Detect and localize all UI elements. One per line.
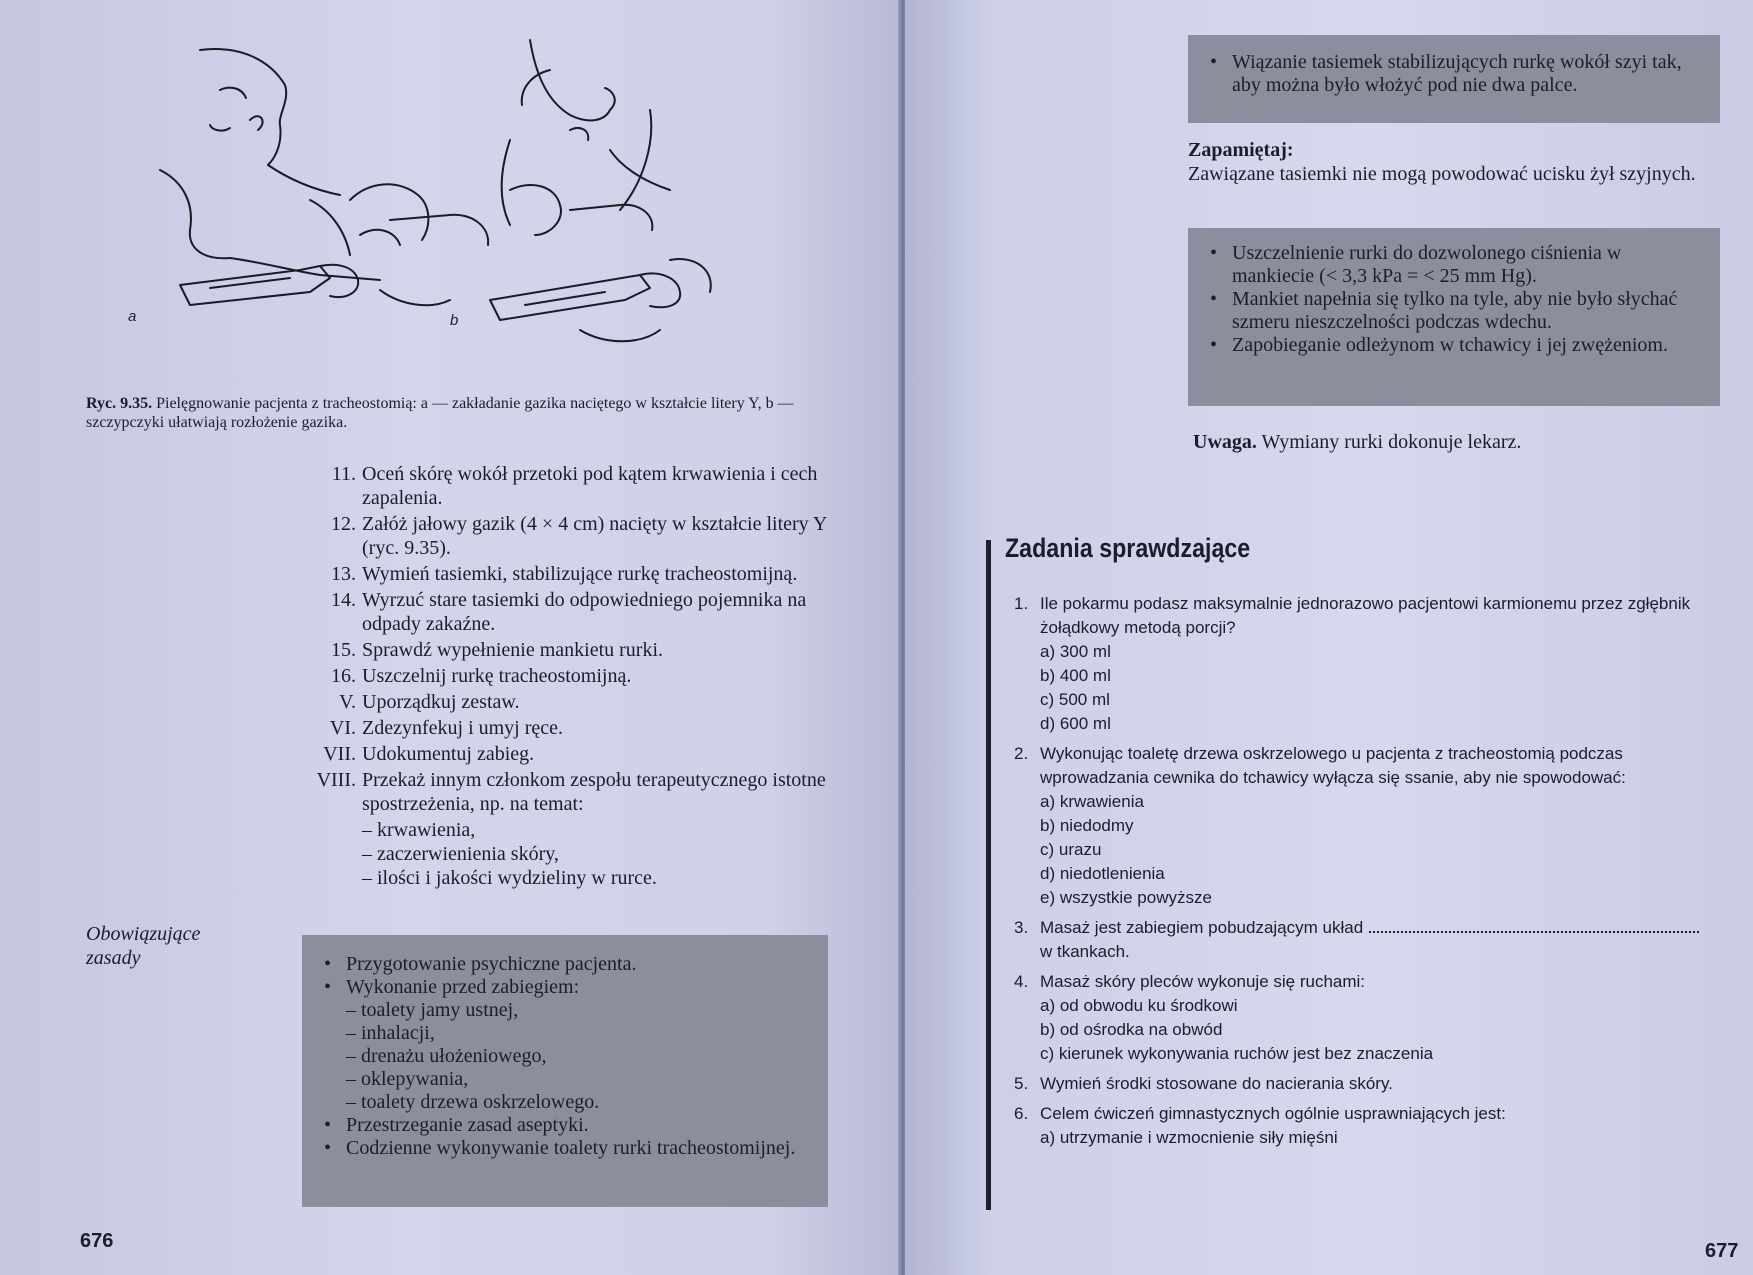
step-text: Uszczelnij rurkę tracheostomijną. — [362, 665, 632, 687]
step-text: Sprawdź wypełnienie mankietu rurki. — [362, 639, 664, 661]
quiz-list — [1010, 592, 1730, 1156]
box-item-text: Wiązanie tasiemek stabilizujących rurkę wokół szyi tak, aby można było włożyć pod nie dwa palce. — [1232, 51, 1682, 96]
answer-option: a) od obwodu ku środkowi — [1040, 996, 1238, 1015]
subitem: – krwawienia, — [362, 819, 476, 841]
rule-subitem: – inhalacji, — [346, 1022, 435, 1044]
step-text: Załóż jałowy gazik (4 × 4 cm) nacięty w kształcie litery Y (ryc. 9.35). — [362, 513, 827, 559]
step-text: Oceń skórę wokół przetoki pod kątem krwawienia i cech zapalenia. — [362, 463, 818, 509]
step-item — [300, 690, 860, 714]
question-number: 6. — [1014, 1104, 1029, 1123]
cuff-pressure-box — [1188, 228, 1720, 406]
question-text: Wykonując toaletę drzewa oskrzelowego u pacjenta z tracheostomią podczas wprowadzania cewnika do tchawicy wyłącza się ssanie, aby nie spowodować: — [1040, 744, 1626, 787]
figure-label-b: b — [450, 312, 459, 329]
step-text: Zdezynfekuj i umyj ręce. — [362, 717, 564, 739]
question-text: Masaż jest zabiegiem pobudzającym układ — [1040, 918, 1364, 937]
question-text-continued: w tkankach. — [1040, 942, 1130, 961]
question-number: 2. — [1014, 744, 1029, 763]
question — [1010, 916, 1730, 964]
question-number: 5. — [1014, 1074, 1029, 1093]
rule-item: • Wykonanie przed zabiegiem: — [324, 976, 580, 998]
step-number: 13. — [331, 563, 356, 585]
rule-text: Wykonanie przed zabiegiem: — [346, 976, 580, 998]
rule-text: Przygotowanie psychiczne pacjenta. — [346, 953, 637, 975]
step-number: 11. — [331, 463, 356, 485]
caption-text: Pielęgnowanie pacjenta z tracheostomią: a — zakładanie gazika naciętego w kształcie litery Y, b — szczypczyki ułatwiają rozłożenie gazika. — [86, 395, 794, 431]
question-text: Celem ćwiczeń gimnastycznych ogólnie usprawniających jest: — [1040, 1104, 1506, 1123]
rule-text: Przestrzeganie zasad aseptyki. — [346, 1114, 589, 1136]
step-text: Udokumentuj zabieg. — [362, 743, 535, 765]
rules-heading-text: Obowiązujące zasady — [86, 923, 201, 969]
rule-text: Codzienne wykonywanie toalety rurki tracheostomijnej. — [346, 1137, 796, 1159]
step-item — [300, 742, 860, 766]
subitem: – ilości i jakości wydzieliny w rurce. — [362, 867, 657, 889]
question-text: Wymień środki stosowane do nacierania skóry. — [1040, 1074, 1393, 1093]
answer-option: c) urazu — [1040, 840, 1102, 859]
step-item — [300, 462, 860, 510]
cuff-ties-box — [1188, 35, 1720, 123]
box-item: • Mankiet napełnia się tylko na tyle, aby nie było słychać szmeru nieszczelności podczas wdechu. — [1210, 288, 1678, 333]
subitem: – zaczerwienienia skóry, — [362, 843, 559, 865]
step-number: VI. — [329, 717, 356, 739]
step-item — [300, 512, 860, 560]
rule-item: • Codzienne wykonywanie toalety rurki tracheostomijnej. — [324, 1137, 796, 1159]
section-bar — [986, 540, 991, 1210]
question — [1010, 1072, 1730, 1096]
answer-option: c) 500 ml — [1040, 690, 1110, 709]
box-item-text: Zapobieganie odleżynom w tchawicy i jej zwężeniom. — [1232, 334, 1668, 356]
rule-item: • Przestrzeganie zasad aseptyki. — [324, 1114, 589, 1136]
rule-subitem: – drenażu ułożeniowego, — [346, 1045, 547, 1067]
remember-label: Zapamiętaj: — [1188, 139, 1294, 161]
procedure-steps — [300, 462, 860, 890]
question — [1010, 970, 1730, 1066]
answer-option: b) od ośrodka na obwód — [1040, 1020, 1223, 1039]
step-subitems — [300, 818, 860, 890]
answer-option: a) utrzymanie i wzmocnienie siły mięśni — [1040, 1128, 1338, 1147]
box-item: • Zapobieganie odleżynom w tchawicy i jej zwężeniom. — [1210, 334, 1668, 356]
step-number: V. — [339, 691, 356, 713]
answer-option: a) krwawienia — [1040, 792, 1144, 811]
figure-label-a: a — [128, 308, 137, 325]
rule-subitem: – toalety jamy ustnej, — [346, 999, 519, 1021]
answer-option: d) 600 ml — [1040, 714, 1111, 733]
section-title: Zadania sprawdzające — [1005, 533, 1251, 563]
step-item — [300, 768, 860, 816]
question-number: 3. — [1014, 918, 1029, 937]
step-number: 15. — [331, 639, 356, 661]
caption-label: Ryc. 9.35. — [86, 395, 153, 412]
figure-caption — [86, 394, 846, 432]
step-item — [300, 716, 860, 740]
step-item — [300, 664, 860, 688]
box-item: • Wiązanie tasiemek stabilizujących rurkę wokół szyi tak, aby można było włożyć pod nie dwa palce. — [1210, 51, 1682, 96]
question-text: Ile pokarmu podasz maksymalnie jednorazowo pacjentowi karmionemu przez zgłębnik żołądkowy metodą porcji? — [1040, 594, 1691, 637]
page-number-right: 677 — [1705, 1240, 1739, 1262]
step-number: VII. — [323, 743, 356, 765]
step-item — [300, 638, 860, 662]
question-number: 4. — [1014, 972, 1029, 991]
box-item-text: Uszczelnienie rurki do dozwolonego ciśnienia w mankiecie (< 3,3 kPa = < 25 mm Hg). — [1232, 242, 1622, 287]
rule-subitem: – oklepywania, — [346, 1068, 469, 1090]
rule-subitem: – toalety drzewa oskrzelowego. — [346, 1091, 600, 1113]
tracheostomy-illustration — [128, 30, 810, 375]
answer-option: d) niedotlenienia — [1040, 864, 1165, 883]
step-text: Wyrzuć stare tasiemki do odpowiedniego pojemnika na odpady zakaźne. — [362, 589, 807, 635]
tracheostomy-drawing — [150, 30, 810, 375]
warning-note — [1193, 430, 1733, 454]
step-item — [300, 562, 860, 586]
step-number: 14. — [331, 589, 356, 611]
step-text: Wymień tasiemki, stabilizujące rurkę tracheostomijną. — [362, 563, 798, 585]
step-number: 12. — [331, 513, 356, 535]
answer-option: b) niedodmy — [1040, 816, 1134, 835]
page-number-left: 676 — [80, 1230, 114, 1252]
rules-box — [302, 935, 828, 1207]
warning-label: Uwaga. — [1193, 431, 1257, 453]
right-page — [905, 0, 1753, 1275]
rule-item: • Przygotowanie psychiczne pacjenta. — [324, 953, 637, 975]
question — [1010, 1102, 1730, 1150]
answer-option: a) 300 ml — [1040, 642, 1111, 661]
remember-note — [1188, 138, 1728, 186]
question — [1010, 592, 1730, 736]
step-number: 16. — [331, 665, 356, 687]
question-number: 1. — [1014, 594, 1029, 613]
question-text: Masaż skóry pleców wykonuje się ruchami: — [1040, 972, 1366, 991]
answer-blank — [1369, 931, 1699, 933]
step-text: Przekaż innym członkom zespołu terapeutycznego istotne spostrzeżenia, np. na temat: — [362, 769, 826, 815]
rules-heading — [86, 922, 226, 970]
step-number: VIII. — [316, 769, 356, 791]
remember-text: Zawiązane tasiemki nie mogą powodować ucisku żył szyjnych. — [1188, 163, 1696, 185]
step-item — [300, 588, 860, 636]
question — [1010, 742, 1730, 910]
box-item-text: Mankiet napełnia się tylko na tyle, aby nie było słychać szmeru nieszczelności podczas wdechu. — [1232, 288, 1678, 333]
box-item: • Uszczelnienie rurki do dozwolonego ciśnienia w mankiecie (< 3,3 kPa = < 25 mm Hg). — [1210, 242, 1622, 287]
answer-option: e) wszystkie powyższe — [1040, 888, 1212, 907]
step-text: Uporządkuj zestaw. — [362, 691, 520, 713]
answer-option: b) 400 ml — [1040, 666, 1111, 685]
warning-text: Wymiany rurki dokonuje lekarz. — [1261, 431, 1522, 453]
answer-option: c) kierunek wykonywania ruchów jest bez znaczenia — [1040, 1044, 1434, 1063]
